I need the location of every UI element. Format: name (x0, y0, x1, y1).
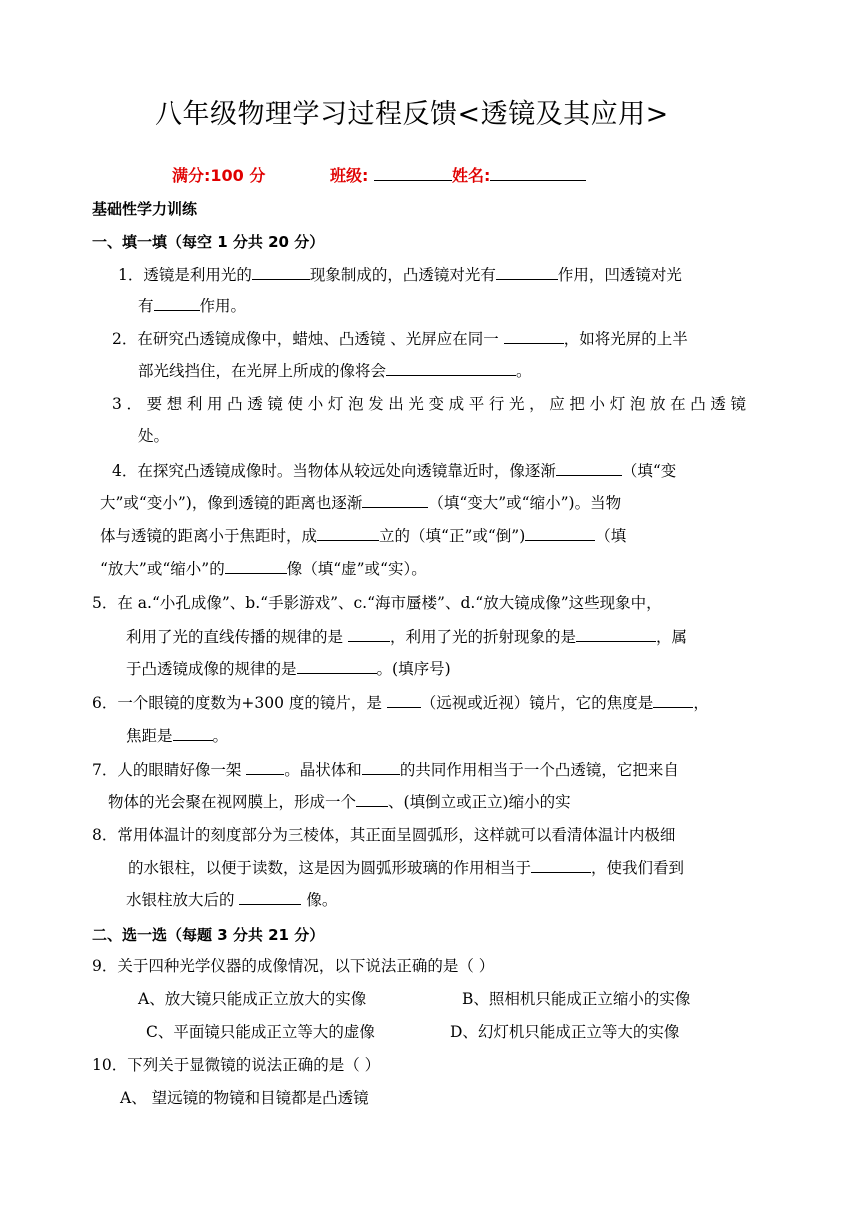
q7-line2: 物体的光会聚在视网膜上，形成一个 、(填倒立或正立)缩小的实 (108, 793, 571, 811)
q4-blank2[interactable] (362, 492, 428, 508)
q7-line1: 7．人的眼睛好像一架 。晶状体和 的共同作用相当于一个凸透镜，它把来自 (92, 761, 679, 779)
q4-line4: “放大”或“缩小”的 像（填“虚”或“实）。 (100, 560, 427, 578)
q1-blank3[interactable] (154, 295, 200, 311)
q6-blank2[interactable] (653, 692, 693, 708)
q1-blank1[interactable] (252, 264, 310, 280)
q4-line2: 大”或“变小”)，像到透镜的距离也逐渐 （填“变大”或“缩小”)。当物 (100, 494, 622, 512)
q4-line3: 体与透镜的距离小于焦距时，成 立的（填“正”或“倒”) （填 (100, 527, 627, 545)
q6-blank1[interactable] (387, 692, 421, 708)
q2-line1: 2．在研究凸透镜成像中，蜡烛、凸透镜 、光屏应在同一 ，如将光屏的上半 (112, 330, 688, 348)
q10-stem: 10．下列关于显微镜的说法正确的是（ ） (92, 1056, 381, 1074)
page-title: 八年级物理学习过程反馈<透镜及其应用> (155, 99, 669, 130)
q4-blank5[interactable] (225, 558, 287, 574)
q7-blank1[interactable] (246, 759, 284, 775)
q9-stem: 9．关于四种光学仪器的成像情况，以下说法正确的是（ ） (92, 957, 495, 975)
q10-option-a[interactable]: A、 望远镜的物镜和目镜都是凸透镜 (120, 1089, 369, 1107)
q1-blank2[interactable] (496, 264, 558, 280)
q5-blank3[interactable] (297, 658, 377, 674)
q4-blank1[interactable] (556, 460, 622, 476)
q1-line2: 有 作用。 (138, 297, 247, 315)
class-label: 班级: (330, 166, 369, 185)
q5-line3: 于凸透镜成像的规律的是 。(填序号) (126, 660, 451, 678)
q9-option-a[interactable]: A、放大镜只能成正立放大的实像 (138, 990, 367, 1008)
q6-line1: 6．一个眼镜的度数为+300 度的镜片，是 （远视或近视）镜片，它的焦度是 ， (92, 694, 709, 712)
section-basic: 基础性学力训练 (92, 200, 198, 218)
q7-blank3[interactable] (356, 791, 388, 807)
q5-blank2[interactable] (576, 626, 656, 642)
q5-line1: 5．在 a.“小孔成像”、b.“手影游戏”、c.“海市蜃楼”、d.“放大镜成像”这些现象中， (92, 594, 662, 612)
q3-line1: 3．要想利用凸透镜使小灯泡发出光变成平行光，应把小灯泡放在凸透镜 (112, 395, 746, 413)
q6-line2: 焦距是 。 (126, 727, 229, 745)
q9-option-d[interactable]: D、幻灯机只能成正立等大的实像 (450, 1023, 680, 1041)
class-blank[interactable] (374, 165, 452, 181)
q4-line1: 4．在探究凸透镜成像时。当物体从较远处向透镜靠近时，像逐渐 （填“变 (112, 462, 677, 480)
q4-blank4[interactable] (525, 525, 595, 541)
name-label: 姓名: (451, 166, 491, 185)
name-blank[interactable] (490, 165, 586, 181)
q8-line1: 8．常用体温计的刻度部分为三棱体，其正面呈圆弧形，这样就可以看清体温计内极细 (92, 826, 676, 844)
q8-line2: 的水银柱，以便于读数，这是因为圆弧形玻璃的作用相当于 ，使我们看到 (128, 859, 685, 877)
q2-blank2[interactable] (386, 360, 516, 376)
full-score: 满分:100 分 (172, 166, 266, 185)
q6-blank3[interactable] (173, 725, 213, 741)
q4-blank3[interactable] (317, 525, 379, 541)
class-field (330, 163, 586, 186)
q9-option-b[interactable]: B、照相机只能成正立缩小的实像 (462, 990, 691, 1008)
q3-line2: 处。 (138, 427, 170, 445)
q8-blank1[interactable] (531, 857, 591, 873)
q8-blank2[interactable] (239, 889, 301, 905)
q7-blank2[interactable] (362, 759, 400, 775)
section1-title: 一、填一填（每空 1 分共 20 分） (92, 233, 325, 251)
q1-line1: 1．透镜是利用光的 现象制成的，凸透镜对光有 作用，凹透镜对光 (118, 266, 682, 284)
q5-line2: 利用了光的直线传播的规律的是 ，利用了光的折射现象的是 ，属 (126, 628, 687, 646)
q5-blank1[interactable] (348, 626, 390, 642)
section2-title: 二、选一选（每题 3 分共 21 分） (92, 926, 325, 944)
q8-line3: 水银柱放大后的 像。 (126, 891, 338, 909)
q2-line2: 部光线挡住，在光屏上所成的像将会 。 (138, 362, 532, 380)
q2-blank1[interactable] (504, 328, 564, 344)
q9-option-c[interactable]: C、平面镜只能成正立等大的虚像 (146, 1023, 375, 1041)
